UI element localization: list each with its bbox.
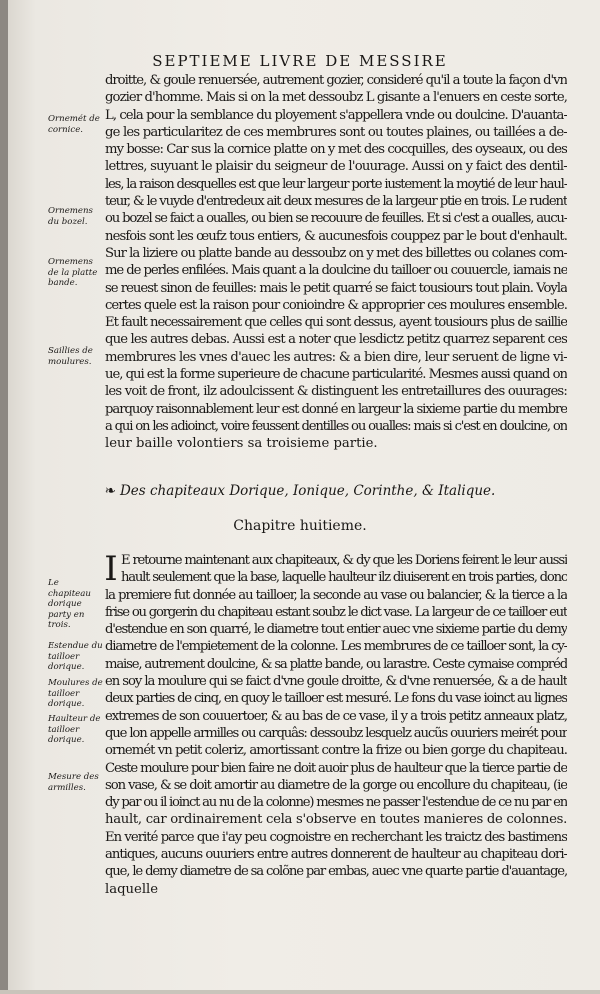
- chapter-title: Chapitre huitieme.: [233, 518, 367, 534]
- page-bottom-edge: [0, 990, 600, 994]
- text-line: antiques, aucuns ouuriers entre autres donnerent de haulteur au chapiteau dori-: [105, 847, 567, 863]
- text-line: son vase, & se doit amortir au diametre de la gorge ou encollure du chapiteau, (ie: [105, 777, 567, 793]
- text-line: les, la raison desquelles est que leur largeur porte iustement la moytié de leur haul-: [105, 176, 567, 192]
- text-line: maise, autrement doulcine, & sa platte bande, ou larastre. Ceste cymaise compréd: [105, 656, 567, 672]
- section-heading: [0, 483, 600, 499]
- text-line: extremes de son couuertoer, & au bas de ce vase, il y a trois petitz anneaux platz,: [105, 708, 567, 724]
- text-line: que les autres debas. Aussi est a noter que lesdictz petitz quarrez separent ces: [105, 332, 567, 348]
- drop-cap: I: [104, 549, 118, 589]
- text-line: d'estendue en son quarré, le diametre tout entier auec vne sixieme partie du demy: [105, 622, 567, 638]
- text-line: deux parties de cinq, en quoy le tailloer est mesuré. Le fons du vase ioinct au lignes: [105, 691, 567, 707]
- text-line: me de perles enfilées. Mais quant a la doulcine du tailloer ou couuercle, iamais ne: [105, 263, 567, 279]
- margin-note: Ornemét de cornice.: [48, 114, 100, 135]
- text-line: leur baille volontiers sa troisieme partie.: [105, 436, 378, 452]
- text-line: laquelle: [105, 881, 159, 897]
- text-line: Sur la liziere ou platte bande au dessoubz on y met des billettes ou colanes com-: [105, 245, 567, 261]
- text-line: dy par ou il ioinct au nu de la colonne) mesmes ne passer l'estendue de ce nu par en: [105, 795, 567, 811]
- text-line: En verité parce que i'ay peu cognoistre en recherchant les traictz des bastimens: [105, 829, 567, 845]
- text-line: droitte, & goule renuersée, autrement gozier, consideré qu'il a toute la façon d'vn: [105, 73, 567, 88]
- margin-note: Saillies de moulures.: [48, 346, 93, 367]
- text-line: L, cela pour la semblance du ployement s'appellera vnde ou doulcine. D'auanta-: [105, 107, 567, 123]
- text-line: teur, & le vuyde d'entredeux ait deux mesures de la largeur ptie en trois. Le rudent: [105, 194, 567, 210]
- text-line: en soy la moulure qui se faict d'vne goule droitte, & d'vne renuersée, & a de hault: [105, 674, 567, 690]
- text-line: diametre de l'empietement de la colonne. Les membrures de ce tailloer sont, la cy-: [105, 639, 567, 655]
- text-line: hault, car ordinairement cela s'observe en toutes manieres de colonnes.: [105, 812, 567, 828]
- text-line: ue, qui est la forme superieure de chacune particularité. Mesmes aussi quand on: [105, 367, 567, 383]
- text-line: la premiere fut donnée au tailloer, la seconde au vase ou balancier, & la tierce a la: [105, 587, 567, 603]
- text-line: my bosse: Car sus la cornice platte on y met des cocquilles, des oyseaux, ou des: [105, 142, 567, 158]
- text-line: Ceste moulure pour bien faire ne doit auoir plus de haulteur que la tierce partie de: [105, 760, 567, 776]
- text-block-moulures: [105, 72, 567, 453]
- text-block-chapiteaux: [105, 552, 567, 898]
- text-line: lettres, suyuant le plaisir du seigneur de l'ouurage. Aussi on y faict des dentil-: [105, 159, 567, 175]
- text-line: ge les particularitez de ces membrures sont ou toutes plaines, ou taillées a de-: [105, 124, 567, 140]
- text-line: a qui on les adioinct, voire feussent dentilles ou oualles: mais si c'est en doulcine, on: [105, 418, 567, 434]
- text-line: Et fault necessairement que celles qui sont dessus, ayent tousiours plus de saillie: [105, 315, 567, 331]
- text-line: que lon appelle armilles ou carquâs: dessoubz lesquelz aucũs ouuriers meirét pour: [105, 725, 567, 741]
- section-heading-text: Des chapiteaux Dorique, Ionique, Corinthe, & Italique.: [119, 483, 496, 499]
- text-line: parquoy raisonnablement leur est donné en largeur la sixieme partie du membre: [105, 401, 567, 417]
- margin-note: Mesure des armilles.: [48, 772, 99, 793]
- text-line: nesfois sont les œufz tous entiers, & aucunesfois couppez par le bout d'enhault.: [105, 228, 567, 244]
- fleuron-ornament: ❧: [104, 483, 116, 499]
- margin-note: Ornemens de la platte bande.: [48, 257, 98, 288]
- margin-note: Estendue du tailloer dorique.: [48, 641, 103, 672]
- margin-note: Moulures de tailloer dorique.: [48, 678, 103, 709]
- margin-note: Le chapiteau dorique party en trois.: [48, 578, 91, 630]
- text-line: se reuest sinon de feuilles: mais le petit quarré se faict tousiours tout plain. Voyla: [105, 280, 567, 296]
- margin-note: Ornemens du bozel.: [48, 206, 93, 227]
- text-line: membrures les vnes d'auec les autres: & a bien dire, leur seruent de ligne vi-: [105, 349, 567, 365]
- text-line: certes quele est la raison pour conioindre & approprier ces moulures ensemble.: [105, 297, 567, 313]
- text-line: hault seulement que la base, laquelle haulteur ilz diuiserent en trois parties, donc: [121, 570, 567, 586]
- text-line: que, le demy diametre de sa colõne par embas, auec vne quarte partie d'auantage,: [105, 864, 567, 880]
- margin-note: Haulteur de tailloer dorique.: [48, 714, 101, 745]
- text-line: ou bozel se faict a oualles, ou bien se recouure de feuilles. Et si c'est a oualles, aucu-: [105, 211, 567, 227]
- text-line: gozier d'homme. Mais si on la met dessoubz L gisante a l'enuers en ceste sorte,: [105, 90, 567, 106]
- text-line: frise ou gorgerin du chapiteau estant soubz le dict vase. La largeur de ce tailloer eut: [105, 604, 567, 620]
- text-line: E retourne maintenant aux chapiteaux, & dy que les Doriens feirent le leur aussi: [121, 553, 567, 568]
- text-line: ornemét vn petit coleriz, amortissant contre la frize ou bien gorge du chapiteau.: [105, 743, 567, 759]
- running-head: SEPTIEME LIVRE DE MESSIRE: [152, 52, 448, 70]
- text-line: les voit de front, ilz adoulcissent & distinguent les entretaillures des ouurages:: [105, 384, 567, 400]
